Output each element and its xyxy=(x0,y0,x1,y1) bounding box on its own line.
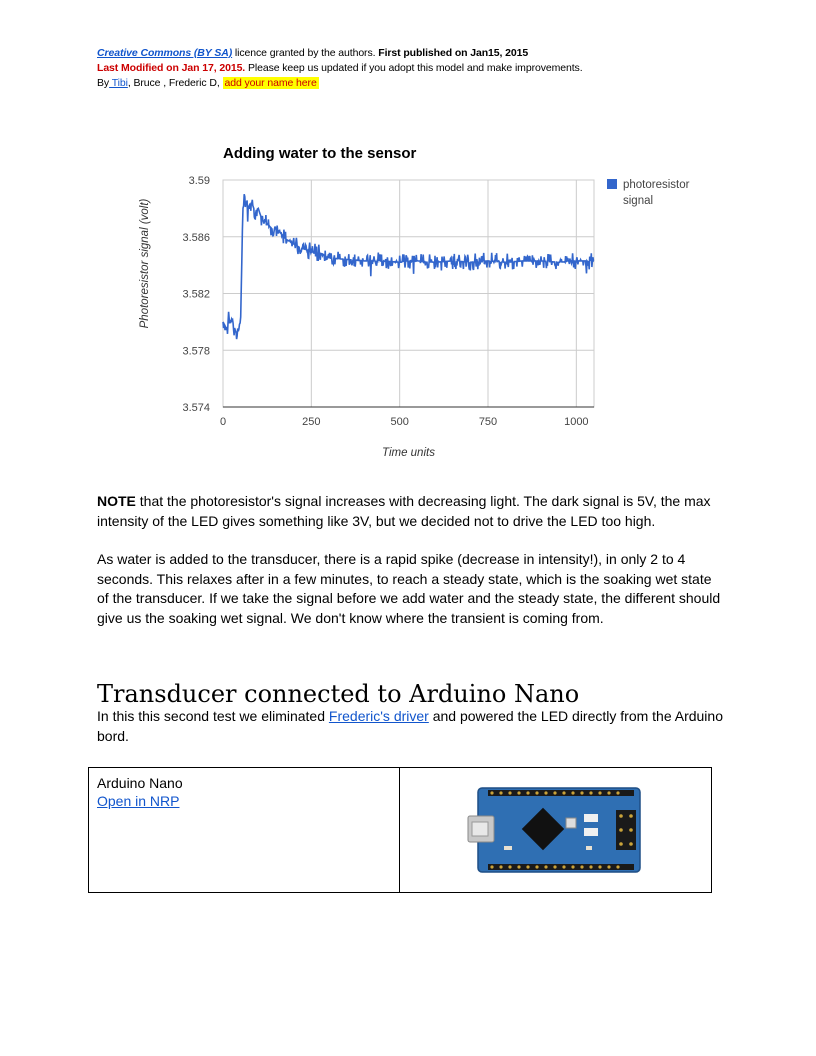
update-note: Please keep us updated if you adopt this model and make improvements. xyxy=(245,62,583,74)
x-tick-label: 750 xyxy=(478,416,498,428)
nano-title: Arduino Nano xyxy=(97,775,183,791)
section-text-after: and powered the LED directly from the Arduino bord. xyxy=(97,708,723,744)
license-text: licence granted by the authors. xyxy=(232,47,379,59)
note-paragraph xyxy=(97,492,727,531)
by-label: By xyxy=(97,77,110,89)
license-line xyxy=(97,46,583,61)
section-text-before: In this this second test we eliminated xyxy=(97,708,329,724)
x-tick-label: 250 xyxy=(302,416,321,428)
note-label: NOTE xyxy=(97,493,136,509)
modified-line xyxy=(97,61,583,76)
legend-label-line1: photoresistor xyxy=(623,179,690,191)
y-tick-label: 3.586 xyxy=(182,231,210,244)
nano-table-left-cell xyxy=(89,768,400,892)
author-link[interactable]: Tibi xyxy=(109,77,128,89)
section-paragraph xyxy=(97,707,727,746)
x-tick-label: 500 xyxy=(390,416,409,428)
chart-title: Adding water to the sensor xyxy=(223,145,417,162)
license-link[interactable]: Creative Commons (BY SA) xyxy=(97,47,233,59)
y-axis-label: Photoresistor signal (volt) xyxy=(139,198,151,329)
y-tick-label: 3.574 xyxy=(182,402,210,414)
arduino-nano-board-image xyxy=(466,784,646,876)
x-tick-label: 0 xyxy=(219,416,227,428)
series-line-photoresistor xyxy=(223,194,594,339)
x-axis-label: Time units xyxy=(382,447,435,459)
legend-swatch xyxy=(607,179,617,189)
authors-line xyxy=(97,76,583,91)
open-in-nrp-link[interactable]: Open in NRP xyxy=(97,793,180,809)
nano-table-right-cell xyxy=(400,768,711,892)
fredericks-driver-link[interactable]: Frederic's driver xyxy=(328,708,429,724)
y-tick-label: 3.578 xyxy=(182,345,210,358)
y-tick-label: 3.582 xyxy=(182,288,210,301)
other-authors: , Bruce , Frederic D, xyxy=(127,77,223,89)
note-text: that the photoresistor's signal increases with decreasing light. The dark signal is 5V, the max intensity of the LED gives something like 3V, but we decided not to drive the LED too high. xyxy=(97,493,711,529)
add-name-highlight: add your name here xyxy=(224,77,317,89)
last-modified: Last Modified on Jan 17, 2015. xyxy=(97,62,246,74)
signal-chart xyxy=(130,138,730,468)
nano-table xyxy=(88,767,712,893)
transient-paragraph: As water is added to the transducer, there is a rapid spike (decrease in intensity!), in only 2 to 4 seconds. This relaxes after in a few minutes, to reach a steady state, which is the soaking wet state of the transducer. If we take the signal before we add water and the steady state, the different should give us the soaking wet signal. We don't know where the transient is coming from. xyxy=(97,551,721,626)
document-header xyxy=(97,46,583,91)
first-published: First published on Jan15, 2015 xyxy=(378,47,529,59)
x-tick-label: 1000 xyxy=(564,416,589,428)
section-heading: Transducer connected to Arduino Nano xyxy=(97,680,580,708)
legend-label-line2: signal xyxy=(623,195,654,207)
y-tick-label: 3.59 xyxy=(188,175,210,187)
